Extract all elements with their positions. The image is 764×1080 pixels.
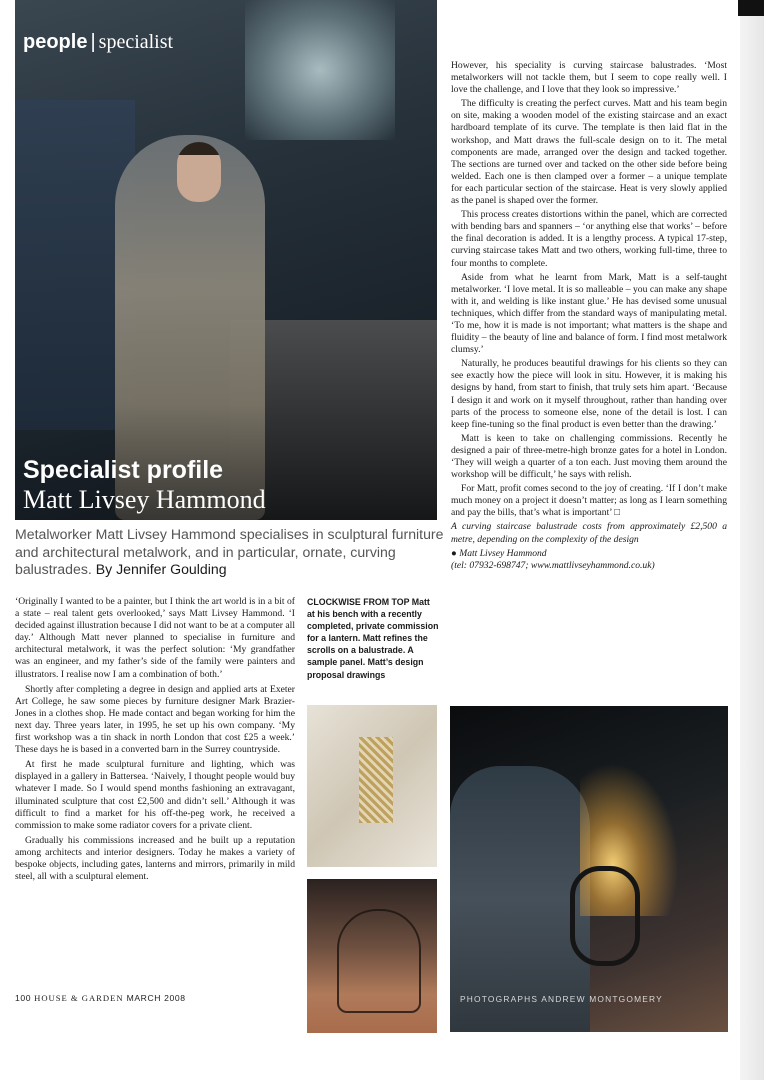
- article-kicker: Specialist profile: [23, 456, 224, 484]
- paragraph: ‘Originally I wanted to be a painter, but I think the art world is in a bit of a state – real talent gets overlooked,’ says Matt Livsey Hammond. ‘I decided against illustration because I did not want to be at a computer all day.’ Although Matt never planned to specialise in furniture and architectural metalwork, it was the perfect solution: ‘My grandfather was an engineer, and my father’s side of the family were painters and illustrators. I realise now I am a combination of both.’: [15, 596, 295, 680]
- contact-name: Matt Livsey Hammond: [459, 547, 547, 559]
- paragraph: Shortly after completing a degree in design and applied arts at Exeter Art College, he saw some pieces by furniture designer Mark Brazier-Jones in a clothes shop. He made contact and began working for him the next day. Three years later, in 1995, he set up his own company. ‘My first workshop was a tin shack in north London that cost £25 a week.’ These days he is based in a converted barn in the Surrey countryside.: [15, 683, 295, 756]
- paragraph: At first he made sculptural furniture and lighting, which was displayed in a gallery in Battersea. ‘Naively, I thought people would buy whatever I made. So I would spend months fashioning an extravagant, illuminated sculpture that cost £2,500 and didn’t sell.’ Although it was difficult to find a market for his off-the-peg work, he received a commission to make some radiator covers for a private client.: [15, 759, 295, 831]
- standfirst: [15, 526, 445, 579]
- design-drawings-photo: [307, 705, 437, 867]
- standfirst-text: Metalworker Matt Livsey Hammond specialises in sculptural furniture and architectural metalwork, and in particular, ornate, curving balustrades.: [15, 526, 444, 578]
- body-column-right: [451, 60, 727, 574]
- page-number: 100: [15, 993, 32, 1003]
- paragraph: For Matt, profit comes second to the joy of creating. ‘If I don’t make much money on a project it doesn’t matter; as long as I learn something and pay the bills, that’s what is important’ □: [451, 483, 727, 519]
- byline: By Jennifer Goulding: [95, 561, 227, 578]
- bullet-icon: ●: [451, 547, 457, 559]
- photo-caption: CLOCKWISE FROM TOP Matt at his bench with a recently completed, private commission for a lantern. Matt refines the scrolls on a balustrade. A sample panel. Matt’s design proposal drawings: [307, 597, 439, 680]
- contact-details: (tel: 07932-698747; www.mattlivseyhammond.co.uk): [451, 559, 655, 571]
- paragraph: Matt is keen to take on challenging commissions. Recently he designed a pair of three-metre-high bronze gates for a hotel in London. ‘They will weigh a quarter of a ton each. Just moving them around the workshop will be difficult,’ he says with relish.: [451, 432, 727, 481]
- page-edge: [740, 0, 764, 1080]
- body-column-left: [15, 596, 295, 886]
- paragraph: The difficulty is creating the perfect curves. Matt and his team begin on site, making a wooden model of the existing staircase and an exact hardboard template of its curve. The template is then laid flat in the workshop, and Matt draws the full-scale design on to it. The metal components are made, arranged over the design and tacked together. The sections are turned over and tacked on the other side before being welded. Each one is then clamped over a former – a unique template for each particular section of the staircase. Heat is very slowly applied as the panel is shaped over the former.: [451, 98, 727, 207]
- hero-photo: [15, 0, 437, 520]
- paragraph: However, his speciality is curving staircase balustrades. ‘Most metalworkers will not tackle them, but I seem to cope really well. I love the challenge, and I love that they look so impressive.’: [451, 60, 727, 96]
- issue-date: MARCH 2008: [126, 993, 186, 1003]
- magazine-name: HOUSE & GARDEN: [34, 993, 124, 1003]
- photo-credit: PHOTOGRAPHS ANDREW MONTGOMERY: [460, 994, 663, 1004]
- article-title: Matt Livsey Hammond: [23, 485, 266, 514]
- lantern: [245, 0, 395, 140]
- section-tag: people | specialist: [23, 31, 174, 53]
- paragraph: Gradually his commissions increased and he built up a reputation among architects and interior designers. Today he makes a variety of bespoke objects, including gates, lanterns and mirrors, primarily in mild steel, all with a sculptural element.: [15, 834, 295, 883]
- paragraph: Naturally, he produces beautiful drawings for his clients so they can see exactly how the piece will look in situ. However, it is making his designs by hand, from start to finish, that truly sets him apart. ‘Because I design it and work on it myself throughout, rather than handing over parts of the process to someone else, none of the detail is lost. I can keep fine-tuning so the final product is even better than the drawing.’: [451, 358, 727, 430]
- paragraph: This process creates distortions within the panel, which are corrected with bending bars and spanners – ‘or anything else that works’ – before the final decoration is added. It is a lengthy process. A typical 17-step, curving staircase takes Matt and two others, working full-time, three to four months to complete.: [451, 209, 727, 269]
- contact-info: [451, 548, 727, 572]
- paragraph: Aside from what he learnt from Mark, Matt is a self-taught metalworker. ‘I love metal. It is so malleable – you can make any shape with it, and welding is like instant glue.’ He has devised some unusual techniques, which differ from the standard ways of manipulating metal. ‘To me, how it is made is not important; what matters is the shape and fluidity – the beauty of line and balance of form. I find most metalwork clumsy.’: [451, 271, 727, 356]
- page-edge-tab: [738, 0, 764, 16]
- price-note: A curving staircase balustrade costs from approximately £2,500 a metre, depending on the complexity of the design: [451, 521, 727, 545]
- sample-panel-photo: [307, 879, 437, 1033]
- page-footer: [15, 993, 186, 1003]
- grinding-photo: [450, 706, 728, 1032]
